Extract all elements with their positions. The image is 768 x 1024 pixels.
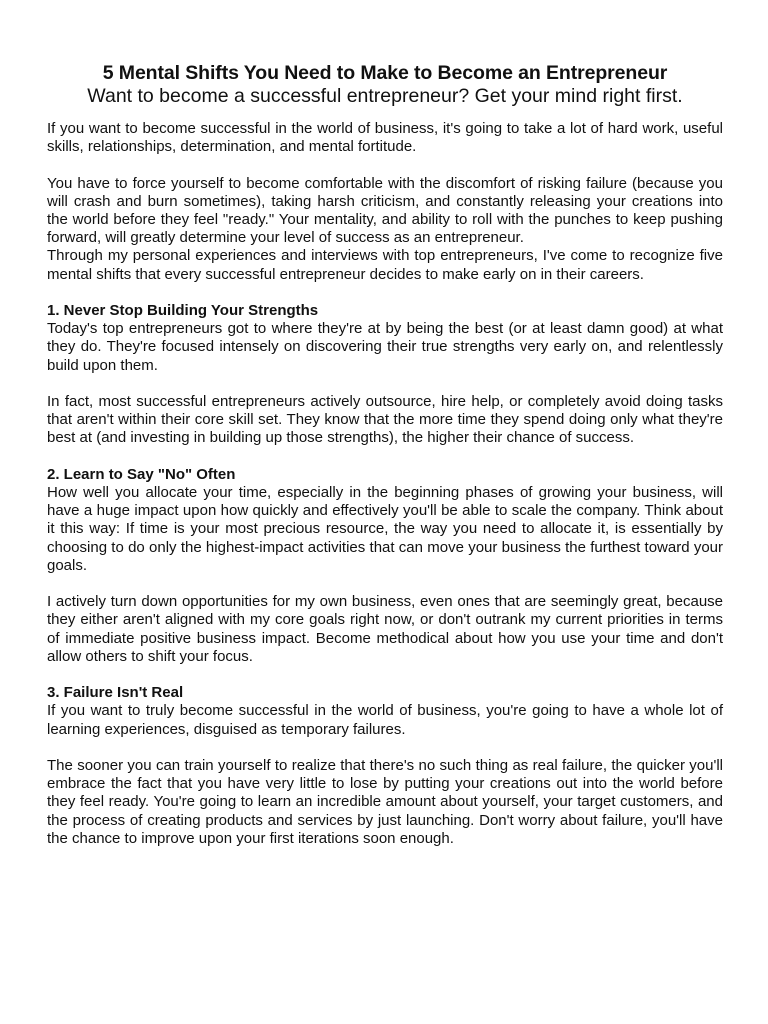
section-2-heading: 2. Learn to Say "No" Often xyxy=(47,465,236,483)
section-2-paragraph-2: I actively turn down opportunities for my own business, even ones that are seemingly great, because they either aren't aligned with my core goals right now, or don't outrank my current priorities in terms of immediate positive business impact. Become methodical about how you use your time and don't allow others to shift your focus. xyxy=(47,593,723,665)
section-1-paragraph-1: Today's top entrepreneurs got to where they're at by being the best (or at least damn good) at what they do. They're focused intensely on discovering their true strengths very early on, and relentlessly build upon them. xyxy=(47,320,723,374)
document-subtitle: Want to become a successful entrepreneur? Get your mind right first. xyxy=(87,85,683,107)
section-1-heading: 1. Never Stop Building Your Strengths xyxy=(47,302,319,319)
section-3-paragraph-1: If you want to truly become successful in the world of business, you're going to have a whole lot of learning experiences, disguised as temporary failures. xyxy=(47,702,723,738)
paragraph-gap xyxy=(47,666,723,684)
paragraph-gap xyxy=(47,375,723,393)
section-3-heading: 3. Failure Isn't Real xyxy=(47,684,184,702)
intro-paragraph-3: Through my personal experiences and interviews with top entrepreneurs, I've come to recognize five mental shifts that every successful entrepreneur decides to make early on in their careers. xyxy=(47,247,723,283)
paragraph-gap xyxy=(47,448,723,466)
intro-paragraph-2: You have to force yourself to become comfortable with the discomfort of risking failure (because you will crash and burn sometimes), taking harsh criticism, and constantly releasing your creations into the world before they feel "ready." Your mentality, and ability to roll with the punches to keep pushing forward, will greatly determine your level of success as an entrepreneur. xyxy=(47,174,723,247)
intro-paragraph-1: If you want to become successful in the world of business, it's going to take a lot of hard work, useful skills, relationships, determination, and mental fortitude. xyxy=(47,120,723,156)
paragraph-gap xyxy=(47,739,723,757)
document-page xyxy=(47,62,723,848)
section-1-paragraph-2: In fact, most successful entrepreneurs actively outsource, hire help, or completely avoid doing tasks that aren't within their core skill set. They know that the more time they spend doing only what they're best at (and investing in building up those strengths), the higher their chance of success. xyxy=(47,393,723,447)
paragraph-gap xyxy=(47,284,723,302)
document-title: 5 Mental Shifts You Need to Make to Become an Entrepreneur xyxy=(102,62,668,84)
paragraph-gap xyxy=(47,156,723,174)
section-2-paragraph-1: How well you allocate your time, especially in the beginning phases of growing your business, will have a huge impact upon how quickly and effectively you'll be able to scale the company. Think about it this way: If time is your most precious resource, the way you need to allocate it, is essentially by choosing to do only the highest-impact activities that can move your business the furthest toward your goals. xyxy=(47,484,723,574)
section-3-paragraph-2: The sooner you can train yourself to realize that there's no such thing as real failure, the quicker you'll embrace the fact that you have very little to lose by putting your creations out into the world before they feel ready. You're going to learn an incredible amount about yourself, your target customers, and the process of creating products and services by just launching. Don't worry about failure, you'll have the chance to improve upon your first iterations soon enough. xyxy=(47,757,723,847)
document-body xyxy=(47,120,723,848)
paragraph-gap xyxy=(47,575,723,593)
